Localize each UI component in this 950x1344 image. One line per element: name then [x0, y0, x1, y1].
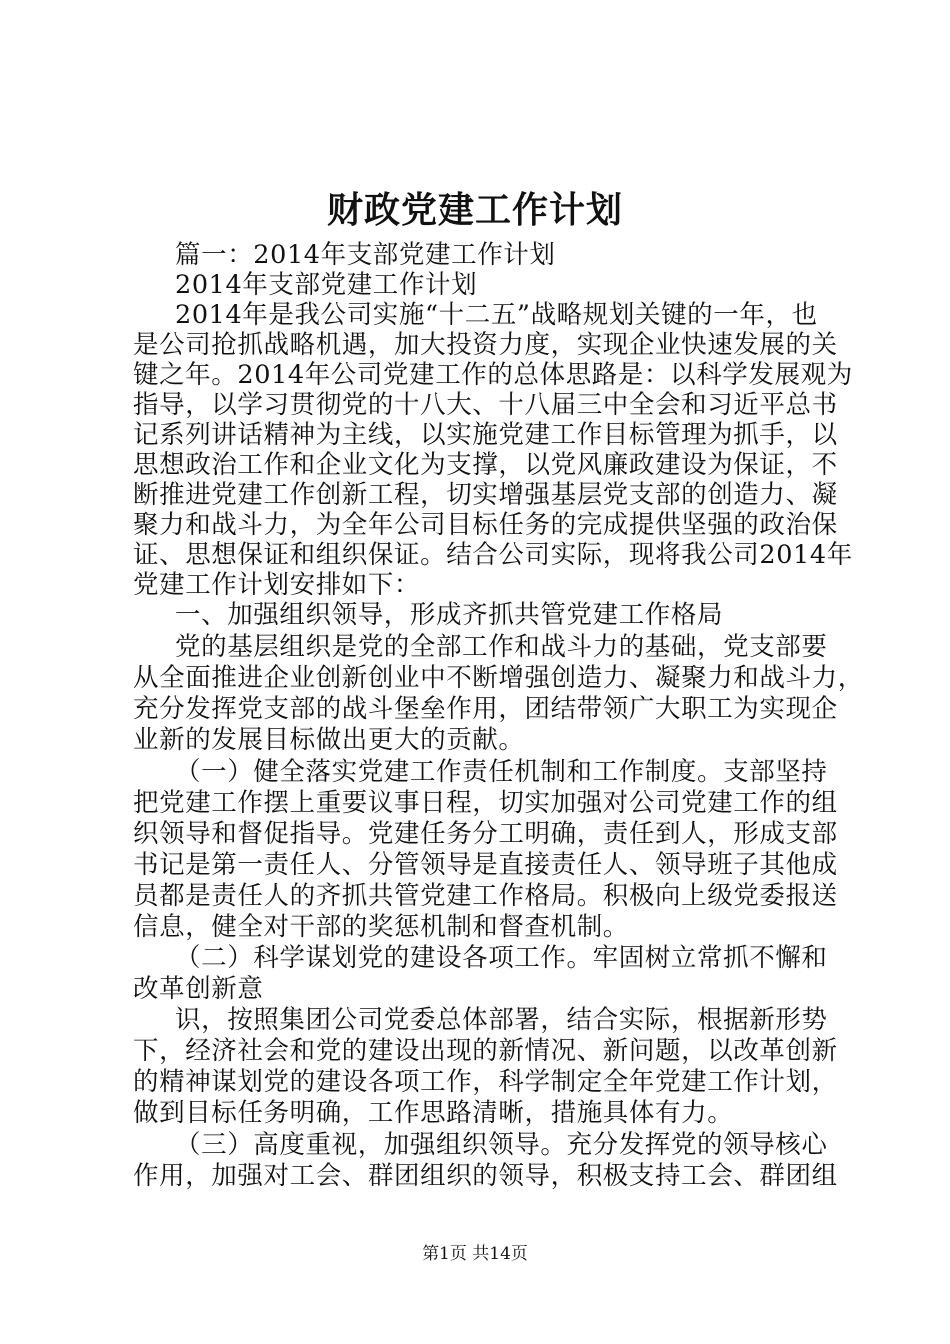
subsection-heading: （三）高度重视，加强组织领导。充分发挥党的领导核心 [175, 1130, 828, 1160]
text-line: 改革创新意 [133, 974, 264, 1004]
text-line: 员都是责任人的齐抓共管党建工作格局。积极向上级党委报送 [133, 881, 838, 911]
text-line: 下，经济社会和党的建设出现的新情况、新问题，以改革创新 [133, 1036, 838, 1066]
text-line: 织领导和督促指导。党建任务分工明确，责任到人，形成支部 [133, 819, 838, 849]
section-heading: 一、加强组织领导，形成齐抓共管党建工作格局 [175, 600, 724, 630]
text-line: 作用，加强对工会、群团组织的领导，积极支持工会、群团组 [133, 1161, 838, 1191]
text-line: 聚力和战斗力，为全年公司目标任务的完成提供坚强的政治保 [133, 510, 838, 540]
text-line: 证、思想保证和组织保证。结合公司实际，现将我公司2014年 [133, 540, 853, 570]
document-title: 财政党建工作计划 [326, 189, 623, 231]
text-line: 党的基层组织是党的全部工作和战斗力的基础，党支部要 [175, 632, 828, 662]
text-line: 识，按照集团公司党委总体部署，结合实际，根据新形势 [175, 1005, 828, 1035]
text-line: 的精神谋划党的建设各项工作，科学制定全年党建工作计划， [133, 1067, 838, 1097]
text-line: 党建工作计划安排如下： [133, 570, 421, 600]
text-line: 篇一：2014年支部党建工作计划 [175, 240, 556, 270]
subsection-heading: （一）健全落实党建工作责任机制和工作制度。支部坚持 [175, 757, 828, 787]
text-line: 书记是第一责任人、分管领导是直接责任人、领导班子其他成 [133, 850, 838, 880]
text-line: 思想政治工作和企业文化为支撑，以党风廉政建设为保证，不 [133, 450, 838, 480]
page-number: 第1页 共14页 [422, 1244, 528, 1264]
text-line: 业新的发展目标做出更大的贡献。 [133, 725, 525, 755]
text-line: 从全面推进企业创新创业中不断增强创造力、凝聚力和战斗力， [133, 663, 864, 693]
text-line: 记系列讲话精神为主线，以实施党建工作目标管理为抓手，以 [133, 420, 838, 450]
subsection-heading: （二）科学谋划党的建设各项工作。牢固树立常抓不懈和 [175, 943, 828, 973]
text-line: 是公司抢抓战略机遇，加大投资力度，实现企业快速发展的关 [133, 330, 838, 360]
text-line: 充分发挥党支部的战斗堡垒作用，团结带领广大职工为实现企 [133, 694, 838, 724]
text-line: 指导，以学习贯彻党的十八大、十八届三中全会和习近平总书 [133, 390, 838, 420]
text-line: 2014年支部党建工作计划 [175, 270, 478, 300]
text-line: 做到目标任务明确，工作思路清晰，措施具体有力。 [133, 1098, 734, 1128]
text-line: 信息，健全对干部的奖惩机制和督查机制。 [133, 912, 629, 942]
text-line: 键之年。2014年公司党建工作的总体思路是：以科学发展观为 [133, 360, 853, 390]
text-line: 把党建工作摆上重要议事日程，切实加强对公司党建工作的组 [133, 788, 838, 818]
text-line: 2014年是我公司实施“十二五”战略规划关键的一年，也 [175, 300, 818, 330]
text-line: 断推进党建工作创新工程，切实增强基层党支部的创造力、凝 [133, 480, 838, 510]
